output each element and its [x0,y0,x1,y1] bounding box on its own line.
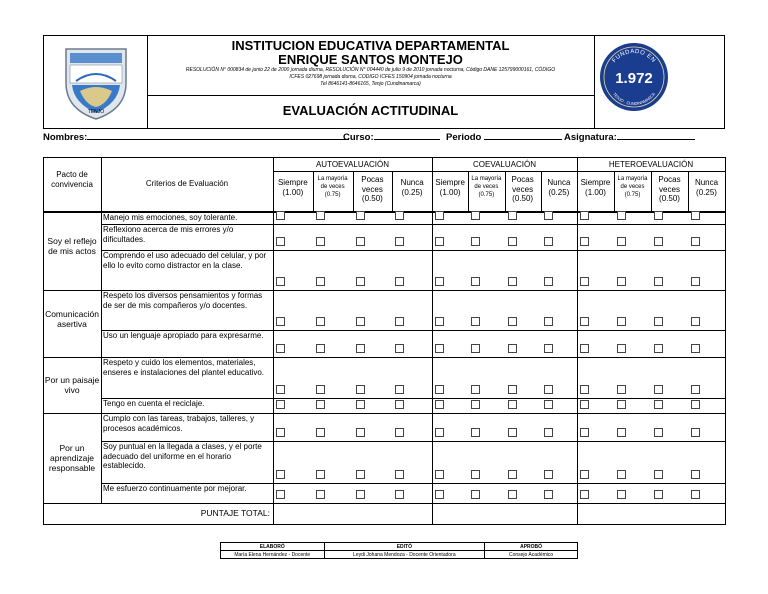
rating-area [432,483,578,504]
rating-checkbox[interactable] [395,211,404,220]
rating-checkbox[interactable] [544,317,553,326]
rating-checkbox[interactable] [654,237,663,246]
rating-checkbox[interactable] [544,490,553,499]
rating-checkbox[interactable] [356,400,365,409]
rating-checkbox[interactable] [617,428,626,437]
rating-checkbox[interactable] [617,400,626,409]
rating-checkbox[interactable] [691,237,700,246]
rating-checkbox[interactable] [435,385,444,394]
rating-checkbox[interactable] [580,490,589,499]
edito-header: EDITÓ [324,543,485,551]
rating-checkbox[interactable] [276,470,285,479]
rating-area [432,413,578,442]
rating-checkbox[interactable] [356,211,365,220]
rating-area [432,398,578,414]
resolution-text: RESOLUCIÓN N° 000834 de junio 22 de 2000 jornada diurna, RESOLUCIÓN N° 004440 de julio 9 de 2010 jornada nocturna, Código DANE 125799000161, CÓDIGO ICFES 027698 jornada diurna, CODIGO ICFES 150904 jornada nocturna Tel 8646141-8646165, Tenjo (Cundinamarca) [185,67,556,87]
rating-checkbox[interactable] [316,470,325,479]
rating-checkbox[interactable] [617,317,626,326]
rating-checkbox[interactable] [435,317,444,326]
rating-checkbox[interactable] [395,317,404,326]
rating-checkbox[interactable] [508,400,517,409]
criteria-text: Me esfuerzo continuamente por mejorar. [103,484,247,493]
rating-checkbox[interactable] [544,400,553,409]
rating-area [273,413,433,442]
scale-header-label: Siempre (1.00) [580,178,611,197]
rating-checkbox[interactable] [435,490,444,499]
rating-area [577,330,726,358]
rating-checkbox[interactable] [691,277,700,286]
rating-checkbox[interactable] [654,428,663,437]
rating-checkbox[interactable] [471,400,480,409]
rating-checkbox[interactable] [276,237,285,246]
scale-header-label: La mayoría de veces (0.75) [471,176,502,198]
aprobo-header: APROBÓ [485,543,578,551]
total-cell-0[interactable] [273,503,433,525]
criteria-text: Comprendo el uso adecuado del celular, y por ello lo evito como distractor en la clase. [103,251,267,270]
rating-checkbox[interactable] [508,490,517,499]
rating-area [273,290,433,331]
rating-area [577,224,726,251]
rating-checkbox[interactable] [356,385,365,394]
rating-checkbox[interactable] [471,277,480,286]
rating-checkbox[interactable] [544,277,553,286]
rating-checkbox[interactable] [471,428,480,437]
rating-checkbox[interactable] [435,277,444,286]
rating-area [577,357,726,399]
rating-checkbox[interactable] [356,490,365,499]
rating-checkbox[interactable] [580,428,589,437]
scale-header-label: Nunca (0.25) [547,178,571,197]
rating-area [432,250,578,291]
rating-checkbox[interactable] [435,211,444,220]
rating-checkbox[interactable] [471,211,480,220]
rating-checkbox[interactable] [276,400,285,409]
elaboro-name: María Elena Hernández - Docente [221,551,325,559]
rating-checkbox[interactable] [356,277,365,286]
rating-checkbox[interactable] [356,237,365,246]
rating-checkbox[interactable] [395,428,404,437]
rating-checkbox[interactable] [395,237,404,246]
scale-header-label: Pocas veces (0.50) [511,175,534,203]
rating-checkbox[interactable] [395,385,404,394]
rating-checkbox[interactable] [316,400,325,409]
rating-checkbox[interactable] [691,344,700,353]
elaboro-header: ELABORÓ [221,543,325,551]
rating-checkbox[interactable] [471,317,480,326]
document-title: EVALUACIÓN ACTITUDINAL [282,103,459,118]
criteria-text: Uso un lenguaje apropiado para expresarme. [103,331,264,340]
rating-checkbox[interactable] [395,400,404,409]
rating-checkbox[interactable] [691,470,700,479]
rating-area [273,441,433,484]
rating-checkbox[interactable] [580,317,589,326]
rating-area [432,330,578,358]
rating-checkbox[interactable] [654,385,663,394]
rating-area [273,250,433,291]
rating-checkbox[interactable] [691,317,700,326]
rating-checkbox[interactable] [276,211,285,220]
rating-checkbox[interactable] [544,470,553,479]
rating-checkbox[interactable] [617,470,626,479]
edito-name: Leydi Johana Mendoza - Docente Orientadora [324,551,485,559]
scale-header-label: Siempre (1.00) [277,178,308,197]
rating-checkbox[interactable] [395,344,404,353]
rating-checkbox[interactable] [654,277,663,286]
rating-checkbox[interactable] [617,344,626,353]
rating-checkbox[interactable] [276,277,285,286]
svg-text:TENJO · CUNDINAMARCA: TENJO · CUNDINAMARCA [611,91,657,107]
rating-checkbox[interactable] [508,317,517,326]
rating-checkbox[interactable] [316,385,325,394]
scale-header-label: La mayoría de veces (0.75) [317,176,348,198]
pact-name: Soy el reflejo de mis actos [47,236,97,256]
periodo-field[interactable]: Periodo [446,130,562,143]
rating-area [273,483,433,504]
svg-text:FUNDADO EN: FUNDADO EN [611,48,657,65]
rating-checkbox[interactable] [691,385,700,394]
rating-checkbox[interactable] [435,237,444,246]
rating-checkbox[interactable] [654,211,663,220]
rating-checkbox[interactable] [316,428,325,437]
rating-checkbox[interactable] [356,470,365,479]
rating-checkbox[interactable] [580,385,589,394]
scale-header-label: Nunca (0.25) [400,178,424,197]
rating-checkbox[interactable] [654,400,663,409]
rating-checkbox[interactable] [316,317,325,326]
rating-checkbox[interactable] [580,470,589,479]
rating-checkbox[interactable] [580,400,589,409]
criteria-text: Soy puntual en la llegada a clases, y el porte adecuado del uniforme en el horario establecido. [103,442,262,470]
rating-checkbox[interactable] [691,211,700,220]
rating-checkbox[interactable] [471,470,480,479]
rating-checkbox[interactable] [316,490,325,499]
rating-checkbox[interactable] [617,385,626,394]
svg-text:1.972: 1.972 [615,70,653,87]
criteria-text: Manejo mis emociones, soy tolerante. [103,213,238,222]
scale-header-label: Siempre (1.00) [435,178,466,197]
rating-area [432,357,578,399]
group-header-label-2: HETEROEVALUACIÓN [608,160,694,169]
rating-checkbox[interactable] [580,211,589,220]
signature-table [220,542,578,559]
rating-checkbox[interactable] [544,344,553,353]
rating-area [432,224,578,251]
rating-checkbox[interactable] [617,237,626,246]
rating-checkbox[interactable] [654,490,663,499]
rating-checkbox[interactable] [316,277,325,286]
curso-field[interactable]: Curso: [343,130,440,143]
rating-checkbox[interactable] [395,470,404,479]
scale-header-label: Pocas veces (0.50) [361,175,384,203]
rating-checkbox[interactable] [508,385,517,394]
rating-checkbox[interactable] [276,490,285,499]
rating-checkbox[interactable] [654,317,663,326]
total-label: PUNTAJE TOTAL: [200,508,270,518]
rating-checkbox[interactable] [544,211,553,220]
rating-checkbox[interactable] [435,428,444,437]
nombres-field[interactable]: Nombres: [43,130,349,143]
scale-header-label: La mayoría de veces (0.75) [617,176,648,198]
criteria-text: Respeto los diversos pensamientos y formas de ser de mis compañeros y/o docentes. [103,291,263,310]
rating-checkbox[interactable] [471,385,480,394]
rating-checkbox[interactable] [617,211,626,220]
rating-checkbox[interactable] [435,344,444,353]
rating-checkbox[interactable] [316,211,325,220]
rating-area [577,250,726,291]
scale-header-label: Pocas veces (0.50) [658,175,681,203]
pact-name: Comunicación asertiva [45,308,99,329]
rating-checkbox[interactable] [508,237,517,246]
rating-checkbox[interactable] [508,211,517,220]
rating-checkbox[interactable] [691,490,700,499]
rating-checkbox[interactable] [544,428,553,437]
rating-checkbox[interactable] [508,470,517,479]
rating-checkbox[interactable] [654,470,663,479]
criteria-text: Cumplo con las tareas, trabajos, talleres, y procesos académicos. [103,414,255,433]
rating-checkbox[interactable] [508,277,517,286]
rating-checkbox[interactable] [356,428,365,437]
rating-checkbox[interactable] [435,470,444,479]
rating-checkbox[interactable] [471,344,480,353]
rating-checkbox[interactable] [395,277,404,286]
rating-area [577,413,726,442]
criteria-text: Tengo en cuenta el reciclaje. [103,399,205,408]
rating-checkbox[interactable] [580,277,589,286]
institution-name-line2: ENRIQUE SANTOS MONTEJO [278,52,463,67]
rating-checkbox[interactable] [316,237,325,246]
rating-checkbox[interactable] [691,400,700,409]
rating-checkbox[interactable] [435,400,444,409]
rating-area [273,398,433,414]
aprobo-name: Consejo Académico [485,551,578,559]
pact-name: Por un aprendizaje responsable [48,443,96,473]
rating-area [273,224,433,251]
rating-area [432,290,578,331]
pact-name: Por un paisaje vivo [44,375,100,395]
rating-area [577,290,726,331]
rating-checkbox[interactable] [580,344,589,353]
total-cell-2[interactable] [577,503,726,525]
rating-checkbox[interactable] [508,428,517,437]
rating-area [432,441,578,484]
rating-checkbox[interactable] [617,490,626,499]
rating-checkbox[interactable] [691,428,700,437]
criteria-text: Respeto y cuido los elementos, materiales, enseres e instalaciones del plantel educativo. [103,358,264,377]
svg-text:TENJO: TENJO [87,109,105,115]
pact-header-label: Pacto de convivencia [51,170,93,189]
criteria-header-label: Criterios de Evaluación [145,179,229,188]
rating-checkbox[interactable] [356,317,365,326]
rating-area [577,441,726,484]
rating-area [273,330,433,358]
rating-checkbox[interactable] [276,344,285,353]
rating-checkbox[interactable] [471,490,480,499]
rating-checkbox[interactable] [276,317,285,326]
rating-checkbox[interactable] [544,385,553,394]
rating-checkbox[interactable] [276,428,285,437]
asignatura-field[interactable]: Asignatura: [564,130,695,143]
rating-checkbox[interactable] [356,344,365,353]
rating-checkbox[interactable] [316,344,325,353]
criteria-text: Reflexiono acerca de mis errores y/o dificultades. [103,225,234,244]
rating-checkbox[interactable] [395,490,404,499]
rating-area [577,398,726,414]
rating-area [577,483,726,504]
rating-checkbox[interactable] [580,237,589,246]
group-header-label-0: AUTOEVALUACIÓN [315,160,390,169]
rating-area [273,357,433,399]
institution-name-line1: INSTITUCION EDUCATIVA DEPARTAMENTAL [231,38,510,53]
rating-checkbox[interactable] [276,385,285,394]
rating-checkbox[interactable] [544,237,553,246]
group-header-label-1: COEVALUACIÓN [473,160,536,169]
rating-checkbox[interactable] [508,344,517,353]
scale-header-label: Nunca (0.25) [694,178,719,197]
rating-checkbox[interactable] [471,237,480,246]
rating-checkbox[interactable] [654,344,663,353]
rating-checkbox[interactable] [617,277,626,286]
total-cell-1[interactable] [432,503,578,525]
